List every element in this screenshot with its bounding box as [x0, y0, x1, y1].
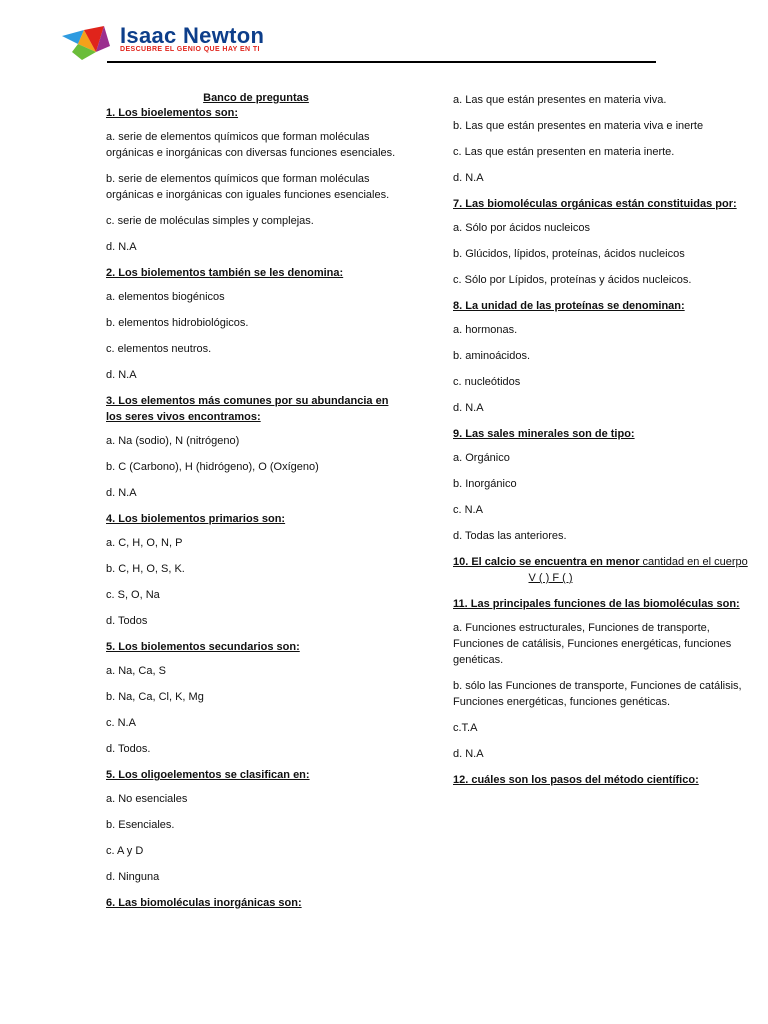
brand-tagline: DESCUBRE EL GENIO QUE HAY EN TI: [120, 46, 260, 53]
answer-option: b. Inorgánico: [453, 478, 517, 490]
question-10-text: 10. El calcio se encuentra en menor: [453, 556, 640, 568]
header: [58, 20, 658, 65]
answer-option: b. elementos hidrobiológicos.: [106, 317, 249, 329]
left-column: [106, 92, 406, 919]
header-divider: [107, 61, 656, 63]
answer-option: a. hormonas.: [453, 324, 518, 336]
question-item: 3. Los elementos más comunes por su abundancia en los seres vivos encontramos:: [106, 395, 389, 423]
document-title: Banco de preguntas: [203, 92, 309, 104]
answer-option: b. Na, Ca, Cl, K, Mg: [106, 691, 204, 703]
answer-option: b. sólo las Funciones de transporte, Funciones de catálisis, Funciones energéticas, funciones genéticas.: [453, 680, 742, 708]
answer-option: b. Esenciales.: [106, 819, 175, 831]
answer-option: b. Las que están presentes en materia viva e inerte: [453, 120, 704, 132]
answer-option: c. nucleótidos: [453, 376, 521, 388]
answer-option: b. serie de elementos químicos que forman moléculas orgánicas e inorgánicas con iguales funciones esenciales.: [106, 173, 390, 201]
answer-option: d. N.A: [106, 369, 137, 381]
brand-name: Isaac Newton: [120, 23, 265, 48]
answer-option: c. Sólo por Lípidos, proteínas y ácidos nucleicos.: [453, 274, 692, 286]
answer-option: c. Las que están presenten en materia inerte.: [453, 146, 675, 158]
question-item: 8. La unidad de las proteínas se denominan:: [453, 300, 685, 312]
answer-option: c.T.A: [453, 722, 478, 734]
answer-option: d. Todos.: [106, 743, 151, 755]
answer-option: d. N.A: [106, 487, 137, 499]
answer-option: b. C (Carbono), H (hidrógeno), O (Oxígeno): [106, 461, 319, 473]
right-column: [453, 92, 758, 796]
question-item: 5. Los biolementos secundarios son:: [106, 641, 300, 653]
answer-option: a. Funciones estructurales, Funciones de transporte, Funciones de catálisis, Funciones energéticas, funciones genéticas.: [453, 622, 732, 666]
question-item: 5. Los oligoelementos se clasifican en:: [106, 769, 310, 781]
true-false-options: V ( ) F ( ): [528, 572, 573, 584]
question-11: 11. Las principales funciones de las biomoléculas son:: [453, 598, 740, 610]
question-item: 9. Las sales minerales son de tipo:: [453, 428, 635, 440]
question-item: 1. Los bioelementos son:: [106, 107, 239, 119]
logo-icon: [58, 22, 116, 62]
answer-option: d. Ninguna: [106, 871, 160, 883]
answer-option: d. N.A: [453, 402, 484, 414]
answer-option: a. Las que están presentes en materia viva.: [453, 94, 667, 106]
question-10-text-tail: cantidad en el cuerpo: [639, 556, 748, 568]
answer-option: c. serie de moléculas simples y complejas.: [106, 215, 314, 227]
question-12: 12. cuáles son los pasos del método científico:: [453, 774, 699, 786]
answer-option: a. Orgánico: [453, 452, 510, 464]
answer-option: c. N.A: [453, 504, 483, 516]
question-10: [453, 554, 758, 586]
answer-option: d. N.A: [453, 172, 484, 184]
answer-option: c. S, O, Na: [106, 589, 160, 601]
answer-option: b. Glúcidos, lípidos, proteínas, ácidos nucleicos: [453, 248, 685, 260]
answer-option: a. Na (sodio), N (nitrógeno): [106, 435, 240, 447]
question-item: 4. Los biolementos primarios son:: [106, 513, 286, 525]
answer-option: b. C, H, O, S, K.: [106, 563, 185, 575]
answer-option: b. aminoácidos.: [453, 350, 531, 362]
answer-option: a. Na, Ca, S: [106, 665, 166, 677]
answer-option: d. Todos: [106, 615, 148, 627]
answer-option: c. N.A: [106, 717, 136, 729]
answer-option: c. elementos neutros.: [106, 343, 212, 355]
question-item: 7. Las biomoléculas orgánicas están constituidas por:: [453, 198, 737, 210]
answer-option: a. elementos biogénicos: [106, 291, 225, 303]
answer-option: d. N.A: [453, 748, 484, 760]
answer-option: a. No esenciales: [106, 793, 188, 805]
answer-option: a. Sólo por ácidos nucleicos: [453, 222, 590, 234]
question-item: 2. Los biolementos también se les denomina:: [106, 267, 344, 279]
answer-option: c. A y D: [106, 845, 144, 857]
answer-option: a. C, H, O, N, P: [106, 537, 183, 549]
answer-option: d. Todas las anteriores.: [453, 530, 567, 542]
question-item: 6. Las biomoléculas inorgánicas son:: [106, 897, 302, 909]
answer-option: a. serie de elementos químicos que forman moléculas orgánicas e inorgánicas con diversas funciones esenciales.: [106, 131, 396, 159]
answer-option: d. N.A: [106, 241, 137, 253]
